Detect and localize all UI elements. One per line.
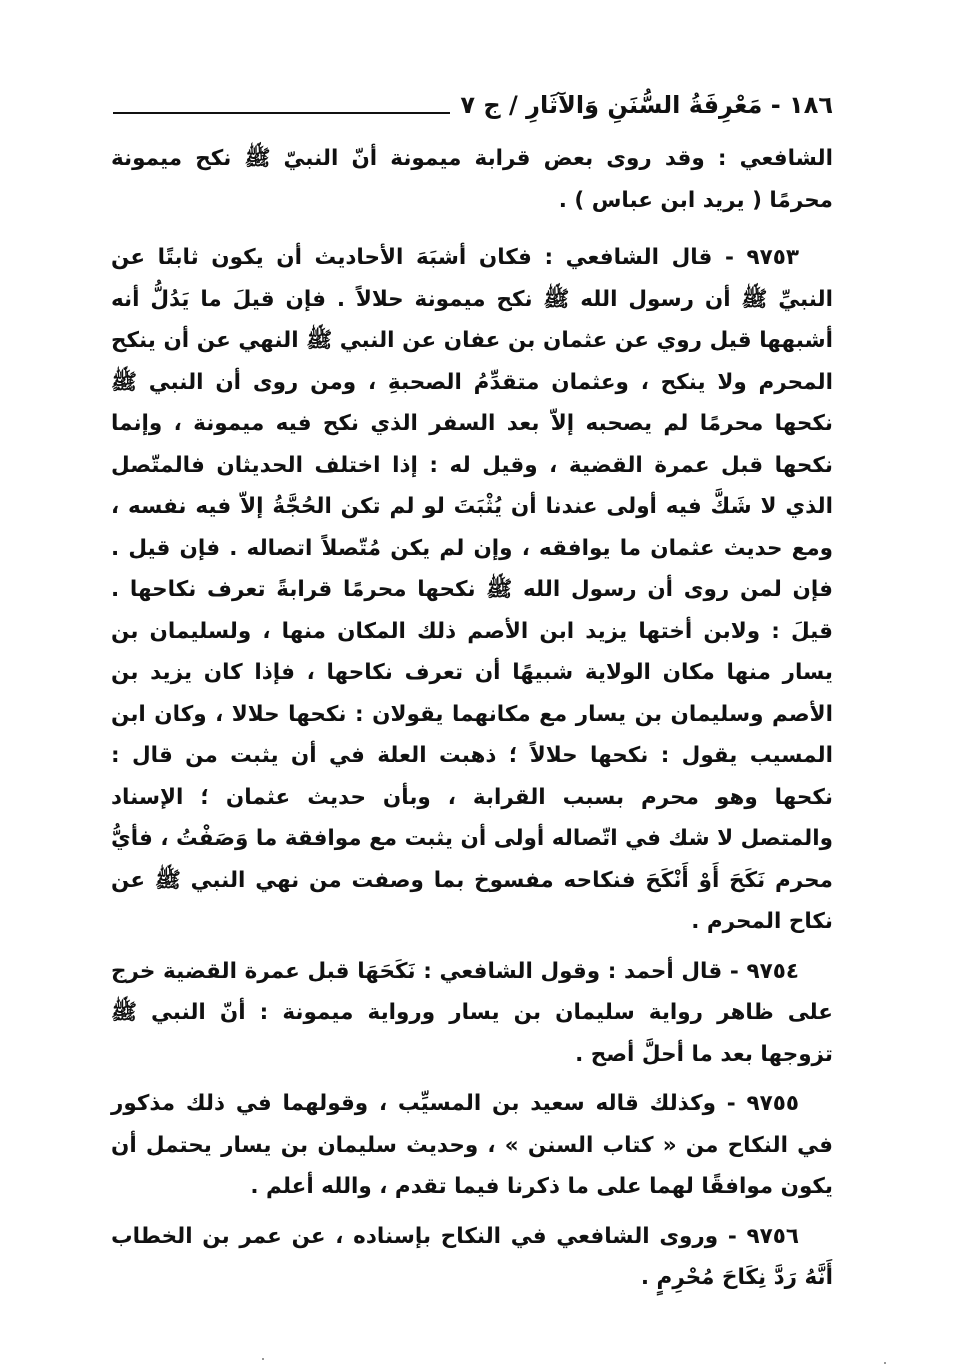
scan-speck bbox=[262, 1358, 264, 1360]
header-text bbox=[460, 90, 833, 120]
paragraph-text: قال أحمد : وقول الشافعي : نَكَحَهَا قبل عمرة القضية خرج على ظاهر رواية سليمان بن يسار ورواية ميمونة : أنّ النبي ﷺ تزوجها بعد ما أحلَّ أصح . bbox=[111, 958, 833, 1067]
paragraph-number: ٩٧٥٣ bbox=[746, 245, 799, 270]
header-separator: - bbox=[762, 91, 790, 119]
paragraph-dash: - bbox=[722, 958, 747, 984]
scan-speck bbox=[884, 1362, 886, 1364]
paragraph-9754 bbox=[111, 951, 833, 1076]
header-rule bbox=[113, 112, 450, 114]
paragraph-dash: - bbox=[712, 245, 747, 270]
paragraph-text: وروى الشافعي في النكاح بإسناده ، عن عمر بن الخطاب أَنَّهُ رَدَّ نِكَاحَ مُحْرِمٍ . bbox=[111, 1223, 833, 1290]
paragraph-9753 bbox=[111, 237, 833, 943]
paragraph-dash: - bbox=[715, 1091, 747, 1116]
paragraph-continuation bbox=[111, 138, 833, 221]
paragraph-number: ٩٧٥٥ bbox=[746, 1091, 799, 1116]
paragraph-9755 bbox=[111, 1083, 833, 1208]
paragraph-number: ٩٧٥٦ bbox=[746, 1223, 799, 1249]
book-title: مَعْرِفَةُ السُّنَنِ وَالآثَارِ / ج ٧ bbox=[460, 91, 763, 119]
paragraph-number: ٩٧٥٤ bbox=[746, 958, 799, 984]
paragraph-text: وكذلك قاله سعيد بن المسيِّب ، وقولهما في ذلك مذكور في النكاح من « كتاب السنن » ، وحديث سليمان بن يسار يحتمل أن يكون موافقًا لهما على ما ذكرنا فيما تقدم ، والله أعلم . bbox=[111, 1091, 833, 1199]
body-text bbox=[111, 138, 833, 1307]
page-number: ١٨٦ bbox=[789, 91, 833, 119]
paragraph-text: الشافعي : وقد روى بعض قرابة ميمونة أنّ النبيّ ﷺ نكح ميمونة محرمًا ( يريد ابن عباس ) . bbox=[111, 146, 833, 213]
paragraph-9756 bbox=[111, 1216, 833, 1299]
paragraph-dash: - bbox=[718, 1223, 747, 1249]
paragraph-text: قال الشافعي : فكان أشبَهَ الأحاديث أن يكون ثابتًا عن النبيِّ ﷺ أن رسول الله ﷺ نكح ميمونة حلالاً . فإن قيلَ ما يَدُلُّ أنه أشبهها قيل روي عن عثمان بن عفان عن النبي ﷺ النهي عن أن ينكح المحرم ولا ينكح ، وعثمان متقدِّمُ الصحبةِ ، ومن روى أن النبي ﷺ نكحها محرمًا لم يصحبه إلاّ بعد السفر الذي نكح فيه ميمونة ، وإنما نكحها قبل عمرة القضية ، وقيل له : إذا اختلف الحديثان فالمتّصل الذي لا شَكَّ فيه أولى عندنا أن يُثْبَتَ لو لم تكن الحُجَّةُ إلاّ فيه نفسه ، ومع حديث عثمان ما يوافقه ، وإن لم يكن مُتّصلاً اتصاله . فإن قيل . فإن لمن روى أن رسول الله ﷺ نكحها محرمًا قرابةً تعرف نكاحها . قيلَ : ولابن أختها يزيد ابن الأصم ذلك المكان منها ، ولسليمان بن يسار منها مكان الولاية شبيهًا أن تعرف نكاحها ، فإذا كان يزيد بن الأصم وسليمان بن يسار مع مكانهما يقولان : نكحها حلالا ، وكان ابن المسيب يقول : نكحها حلالاً ؛ ذهبت العلة في أن يثبت من قال : نكحها وهو محرم بسبب القرابة ، وبأن حديث عثمان ؛ الإسناد والمتصل لا شك في اتّصاله أولى أن يثبت مع موافقة ما وَصَفْتُ ، فأيُّ محرم نَكَحَ أَوْ أَنْكَحَ فنكاحه مفسوخ بما وصفت من نهي النبي ﷺ عن نكاح المحرم . bbox=[111, 245, 833, 934]
running-header bbox=[113, 78, 833, 120]
